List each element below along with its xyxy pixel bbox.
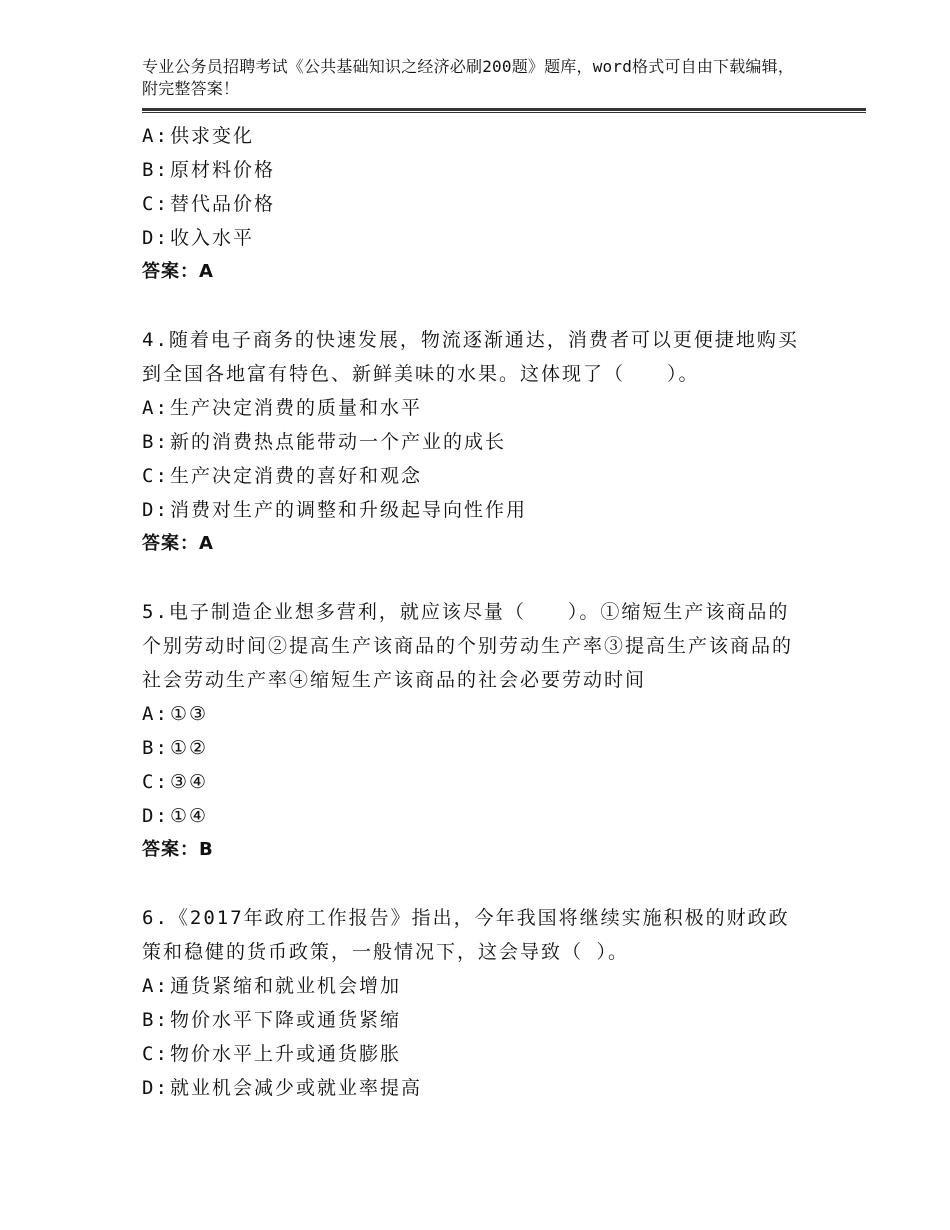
header-divider [142, 108, 866, 113]
option-b [142, 1003, 866, 1037]
option-c [142, 459, 866, 493]
option-d [142, 493, 866, 527]
option-text: 通货紧缩和就业机会增加 [170, 975, 402, 997]
option-text: 新的消费热点能带动一个产业的成长 [170, 431, 507, 453]
option-key: C: [142, 465, 169, 487]
question-4 [142, 323, 866, 561]
answer-line: 答案：B [142, 839, 214, 860]
answer-line: 答案：A [142, 261, 214, 282]
option-c [142, 187, 866, 221]
option-c [142, 1037, 866, 1071]
option-text: 物价水平下降或通货紧缩 [170, 1009, 402, 1031]
option-a [142, 969, 866, 1003]
option-text: 物价水平上升或通货膨胀 [170, 1043, 402, 1065]
question-5 [142, 595, 866, 867]
option-a [142, 119, 866, 153]
option-text: 供求变化 [170, 125, 255, 147]
option-key: B: [142, 737, 169, 759]
document-header: 专业公务员招聘考试《公共基础知识之经济必刷200题》题库，word格式可自由下载编辑，附完整答案！ [142, 57, 795, 98]
option-text: 收入水平 [170, 227, 255, 249]
option-d [142, 799, 866, 833]
option-key: C: [142, 1043, 169, 1065]
option-key: D: [142, 227, 169, 249]
option-key: B: [142, 431, 169, 453]
option-b [142, 425, 866, 459]
option-b [142, 731, 866, 765]
option-key: B: [142, 1009, 169, 1031]
option-text: 消费对生产的调整和升级起导向性作用 [170, 499, 528, 521]
option-a [142, 391, 866, 425]
question-stem: 4.随着电子商务的快速发展，物流逐渐通达，消费者可以更便捷地购买到全国各地富有特色、新鲜美味的水果。这体现了（ ）。 [142, 329, 799, 385]
option-key: C: [142, 771, 169, 793]
option-c [142, 765, 866, 799]
option-text: ①③ [170, 703, 209, 725]
option-d [142, 221, 866, 255]
option-key: A: [142, 125, 169, 147]
option-text: ③④ [170, 771, 209, 793]
question-6 [142, 901, 866, 1105]
option-key: B: [142, 159, 169, 181]
option-text: 就业机会减少或就业率提高 [170, 1077, 423, 1099]
option-text: ①② [170, 737, 209, 759]
option-key: D: [142, 1077, 169, 1099]
option-text: 原材料价格 [170, 159, 276, 181]
option-a [142, 697, 866, 731]
document-page [142, 56, 866, 1139]
option-text: 生产决定消费的喜好和观念 [170, 465, 423, 487]
option-text: 生产决定消费的质量和水平 [170, 397, 423, 419]
answer-line: 答案：A [142, 533, 214, 554]
question-stem: 5.电子制造企业想多营利，就应该尽量（ ）。①缩短生产该商品的个别劳动时间②提高生产该商品的个别劳动生产率③提高生产该商品的社会劳动生产率④缩短生产该商品的社会必要劳动时间 [142, 601, 794, 691]
option-key: D: [142, 805, 169, 827]
option-key: C: [142, 193, 169, 215]
option-key: A: [142, 703, 169, 725]
option-b [142, 153, 866, 187]
question-stem: 6.《2017年政府工作报告》指出，今年我国将继续实施积极的财政政策和稳健的货币政策，一般情况下，这会导致（ ）。 [142, 907, 790, 963]
option-key: A: [142, 975, 169, 997]
option-text: ①④ [170, 805, 209, 827]
option-d [142, 1071, 866, 1105]
option-key: D: [142, 499, 169, 521]
question-3 [142, 119, 866, 289]
option-text: 替代品价格 [170, 193, 276, 215]
option-key: A: [142, 397, 169, 419]
